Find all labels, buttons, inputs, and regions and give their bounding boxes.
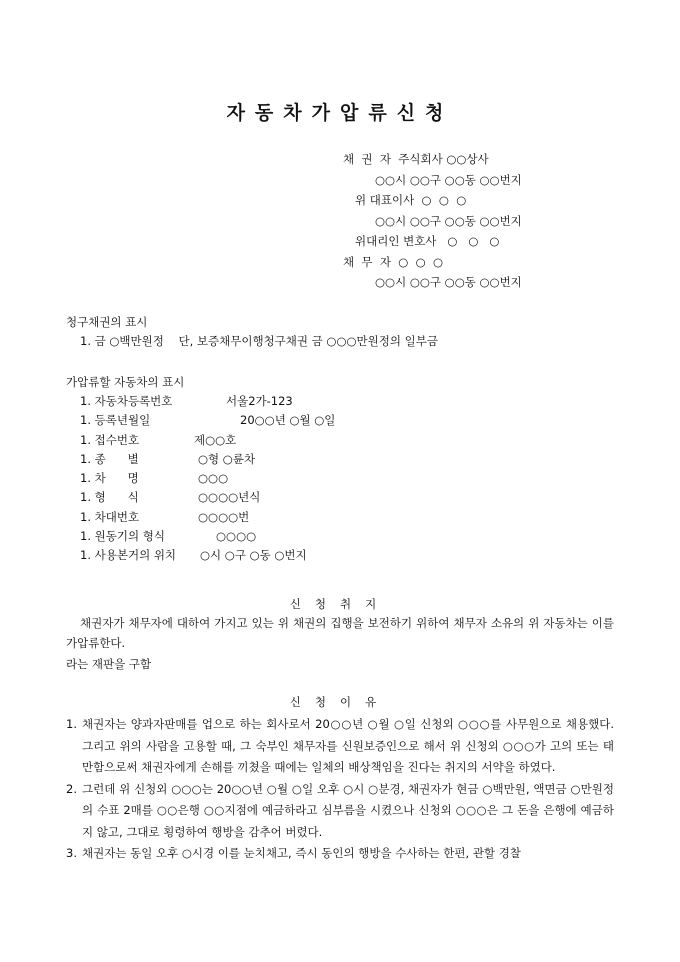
reason-text: 그런데 위 신청외 ○○○는 20○○년 ○월 ○일 오후 ○시 ○분경, 채권자가 현금 ○백만원, 액면금 ○만원정의 수표 2매를 ○○은행 ○○지점에 예금하라고 심부름을 시켰으나 신청외 ○○○은 그 돈을 은행에 예금하지 않고, 그대로 횡령하여 행방을 감추어 버렸다. [82,781,614,839]
vehicle-row-label: 1. 자동차등록번호 [80,394,173,408]
vehicle-row [80,411,600,430]
vehicle-row-value: ○형 ○륜차 [198,451,256,466]
vehicle-heading: 가압류할 자동차의 표시 [66,375,185,389]
reason-text: 채권자는 동일 오후 ○시경 이를 눈치채고, 즉시 동인의 행방을 수사하는 한편, 관할 경찰 [82,846,521,860]
reason-item [66,843,614,865]
reason-item [66,714,614,779]
vehicle-row-label: 1. 차대번호 [80,509,140,524]
vehicle-row-value: ○○○○년식 [198,490,261,505]
vehicle-row-label: 1. 접수번호 [80,432,140,447]
reason-number: 1. [66,717,77,731]
vehicle-row-value: ○○○○번 [198,509,250,524]
vehicle-row [80,392,600,411]
reason-item [66,779,614,844]
document-title: 자동차가압류신청 [226,102,454,124]
vehicle-row [80,469,600,488]
claim-item: 1. 금 ○백만원정 단, 보증채무이행청구채권 금 ○○○만원정의 일부금 [80,334,438,348]
vehicle-row [80,431,600,450]
purpose-heading: 신청취지 [289,597,391,611]
reason-number: 3. [66,846,77,860]
representative-line: 위 대표이사 ○ ○ ○ [355,193,467,207]
purpose-closing: 라는 재판을 구함 [66,657,152,671]
vehicle-row-label: 1. 차 명 [80,471,139,486]
vehicle-row [80,488,600,507]
vehicle-row-value: ○○○ [198,471,229,486]
vehicle-row-label: 1. 사용본거의 위치 [80,548,177,563]
reason-number: 2. [66,781,77,796]
reason-text: 채권자는 양과자판매를 업으로 하는 회사로서 20○○년 ○월 ○일 신청외 ○○○를 사무원으로 채용했다. 그리고 위의 사람을 고용할 때, 그 숙부인 채무자를 신원보증인으로 해서 위 신청외 ○○○가 고의 또는 태만함으로써 채권자에게 손해를 끼쳤을 때에는 일체의 배상책임을 진다는 취지의 서약을 하였다. [82,717,614,774]
debtor-address: ○○시 ○○구 ○○동 ○○번지 [375,275,522,289]
vehicle-row-label: 1. 등록년월일 [80,413,151,428]
parties-block [343,149,522,293]
vehicle-row-value: 제○○호 [194,432,237,447]
vehicle-row-label: 1. 형 식 [80,490,139,505]
purpose-body: 채권자가 채무자에 대하여 가지고 있는 위 채권의 집행을 보전하기 위하여 채무자 소유의 위 자동차는 이를 가압류한다. [66,616,614,650]
agent-line: 위대리인 변호사 ○ ○ ○ [355,234,500,248]
vehicle-row [80,508,600,527]
vehicle-list [80,392,600,566]
debtor-line: 채 무 자 ○ ○ ○ [343,254,443,269]
vehicle-row-label: 1. 원동기의 형식 [80,529,165,544]
vehicle-row [80,527,600,546]
creditor-line: 채 권 자 주식회사 ○○상사 [343,152,489,166]
vehicle-row-value: ○○○○ [216,529,257,544]
reasons-heading: 신청이유 [289,695,391,709]
claim-heading: 청구채권의 표시 [66,315,148,329]
vehicle-row-value: 20○○년 ○월 ○일 [240,413,336,428]
vehicle-row-value: 서울2가-123 [226,394,293,408]
vehicle-row-label: 1. 종 별 [80,451,139,466]
vehicle-row-value: ○시 ○구 ○동 ○번지 [200,548,307,563]
representative-address: ○○시 ○○구 ○○동 ○○번지 [375,213,522,228]
vehicle-row [80,450,600,469]
reasons-list [66,714,614,865]
vehicle-row [80,546,600,565]
creditor-address: ○○시 ○○구 ○○동 ○○번지 [375,172,522,187]
